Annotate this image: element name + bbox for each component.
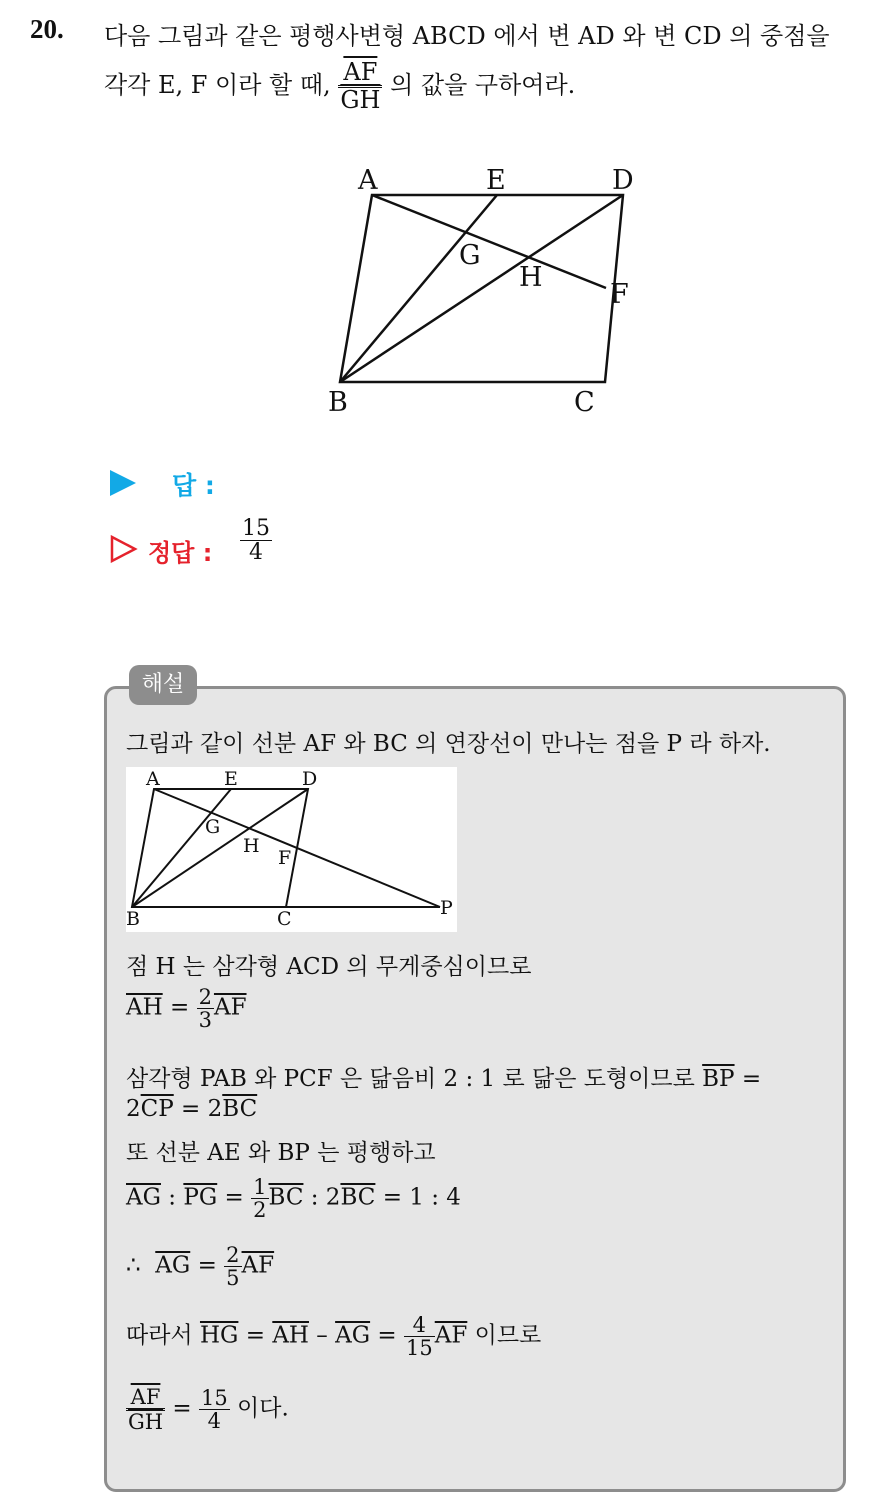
key-triangle-outline-icon [110,535,138,563]
key-answer-fraction [240,517,272,564]
eq2-mid: : 2 [310,1184,341,1211]
eq5-num2: 15 [201,1386,228,1410]
solution-eq-4 [126,1314,541,1359]
eq1-fraction [197,986,214,1031]
key-answer-den: 4 [240,540,272,564]
solution-figure [126,767,457,932]
parallelogram-figure [320,160,650,420]
eq5-num: $\overline{AF}$ [130,1385,161,1409]
segment-bd [340,195,623,382]
sol-label-d: D [302,768,318,790]
question-fraction [338,60,382,113]
sol-label-h: H [243,835,260,857]
line4-cp: $\overline{CP}$ [140,1096,174,1122]
label-b: B [328,387,348,418]
question-line-2-prefix: 각각 E, F 이라 할 때, [104,71,331,100]
eq2-result: = 1 : 4 [382,1184,461,1211]
eq4-ah: $\overline{AH}$ [272,1322,309,1349]
label-e: E [486,165,506,196]
eq2-colon: : [168,1184,177,1211]
sol-label-a: A [146,768,160,790]
eq3-den: 5 [226,1266,240,1291]
eq3-fraction [224,1244,241,1289]
eq4-num: 4 [412,1313,427,1337]
line4-equals: = 2 [181,1096,223,1122]
solution-eq-1 [126,986,247,1031]
line3-equals: = [741,1066,762,1092]
solution-line-2: 점 H 는 삼각형 ACD 의 무게중심이므로 [126,954,532,980]
solution-line-1: 그림과 같이 선분 AF 와 BC 의 연장선이 만나는 점을 P 라 하자. [126,731,771,757]
question-frac-den: GH [340,86,381,115]
eq2-equals: = [224,1184,244,1211]
eq3-equals: = [197,1252,217,1279]
eq3-af: $\overline{AF}$ [241,1252,275,1279]
label-f: F [610,279,629,310]
eq1-num: 2 [198,985,212,1009]
therefore-symbol: ∴ [126,1252,141,1279]
eq1-equals: = [169,994,190,1021]
line3-text: 삼각형 PAB 와 PCF 은 닮음비 2 : 1 로 닮은 도형이므로 [126,1066,695,1092]
eq1-den: 3 [198,1008,212,1033]
solution-tag: 해설 [129,665,197,705]
question-line-2 [104,60,575,113]
solution-eq-3 [126,1244,274,1289]
question-line-1: 다음 그림과 같은 평행사변형 ABCD 에서 변 AD 와 변 CD 의 중점을 [104,22,830,50]
eq5-suffix: 이다. [237,1395,289,1422]
eq2-pg: $\overline{PG}$ [183,1184,218,1211]
eq5-den: GH [128,1410,164,1435]
eq2-fraction [251,1176,268,1221]
eq3-num: 2 [226,1243,240,1267]
solution-line-4 [126,1096,257,1122]
eq1-af: $\overline{AF}$ [213,994,247,1021]
solution-line-3 [126,1060,761,1093]
eq1-ah: $\overline{AH}$ [126,994,163,1021]
key-answer-label: 정답 : [148,539,213,567]
segment-be [340,195,497,382]
eq5-equals: = [172,1395,192,1422]
question-frac-num: $\overline{AF}$ [343,58,378,86]
solution-eq-5 [126,1386,289,1433]
eq3-ag: $\overline{AG}$ [155,1252,191,1279]
eq4-den: 15 [406,1336,433,1361]
sol-label-g: G [205,816,221,838]
solution-eq-2 [126,1176,461,1221]
key-answer-num: 15 [242,516,270,541]
eq2-ag: $\overline{AG}$ [126,1184,161,1211]
eq2-bc: $\overline{BC}$ [268,1184,304,1211]
solution-line-5: 또 선분 AE 와 BP 는 평행하고 [126,1140,436,1166]
eq4-equals-2: = [377,1322,397,1349]
label-a: A [358,165,378,196]
eq4-ag: $\overline{AG}$ [335,1322,371,1349]
answer-triangle-icon [110,470,136,496]
question-line-2-suffix: 의 값을 구하여라. [390,71,576,100]
line3-bp: $\overline{BP}$ [702,1066,735,1092]
answer-label: 답 : [172,471,215,500]
eq4-equals: = [245,1322,265,1349]
eq2-num: 1 [253,1175,267,1199]
label-g: G [459,240,481,271]
question-number: 20. [30,14,64,44]
sol-label-c: C [277,908,292,930]
eq4-hg: $\overline{HG}$ [199,1322,239,1349]
sol-label-p: P [440,897,453,919]
label-c: C [574,387,595,418]
eq2-den: 2 [253,1198,267,1223]
eq5-value-fraction [199,1387,230,1432]
line4-bc: $\overline{BC}$ [222,1096,258,1122]
line4-two: 2 [126,1096,141,1122]
eq5-den2: 4 [199,1409,230,1432]
sol-label-e: E [224,768,238,790]
sol-label-b: B [126,908,140,930]
sol-label-f: F [278,847,292,869]
label-d: D [612,165,634,196]
eq4-fraction [404,1314,435,1359]
eq2-bc2: $\overline{BC}$ [340,1184,376,1211]
eq4-minus: – [316,1322,328,1349]
label-h: H [519,262,543,293]
eq4-af: $\overline{AF}$ [434,1322,468,1349]
segment-af [372,195,606,288]
eq4-prefix: 따라서 [126,1322,193,1349]
eq5-fraction [126,1386,165,1433]
eq4-suffix: 이므로 [474,1322,542,1349]
